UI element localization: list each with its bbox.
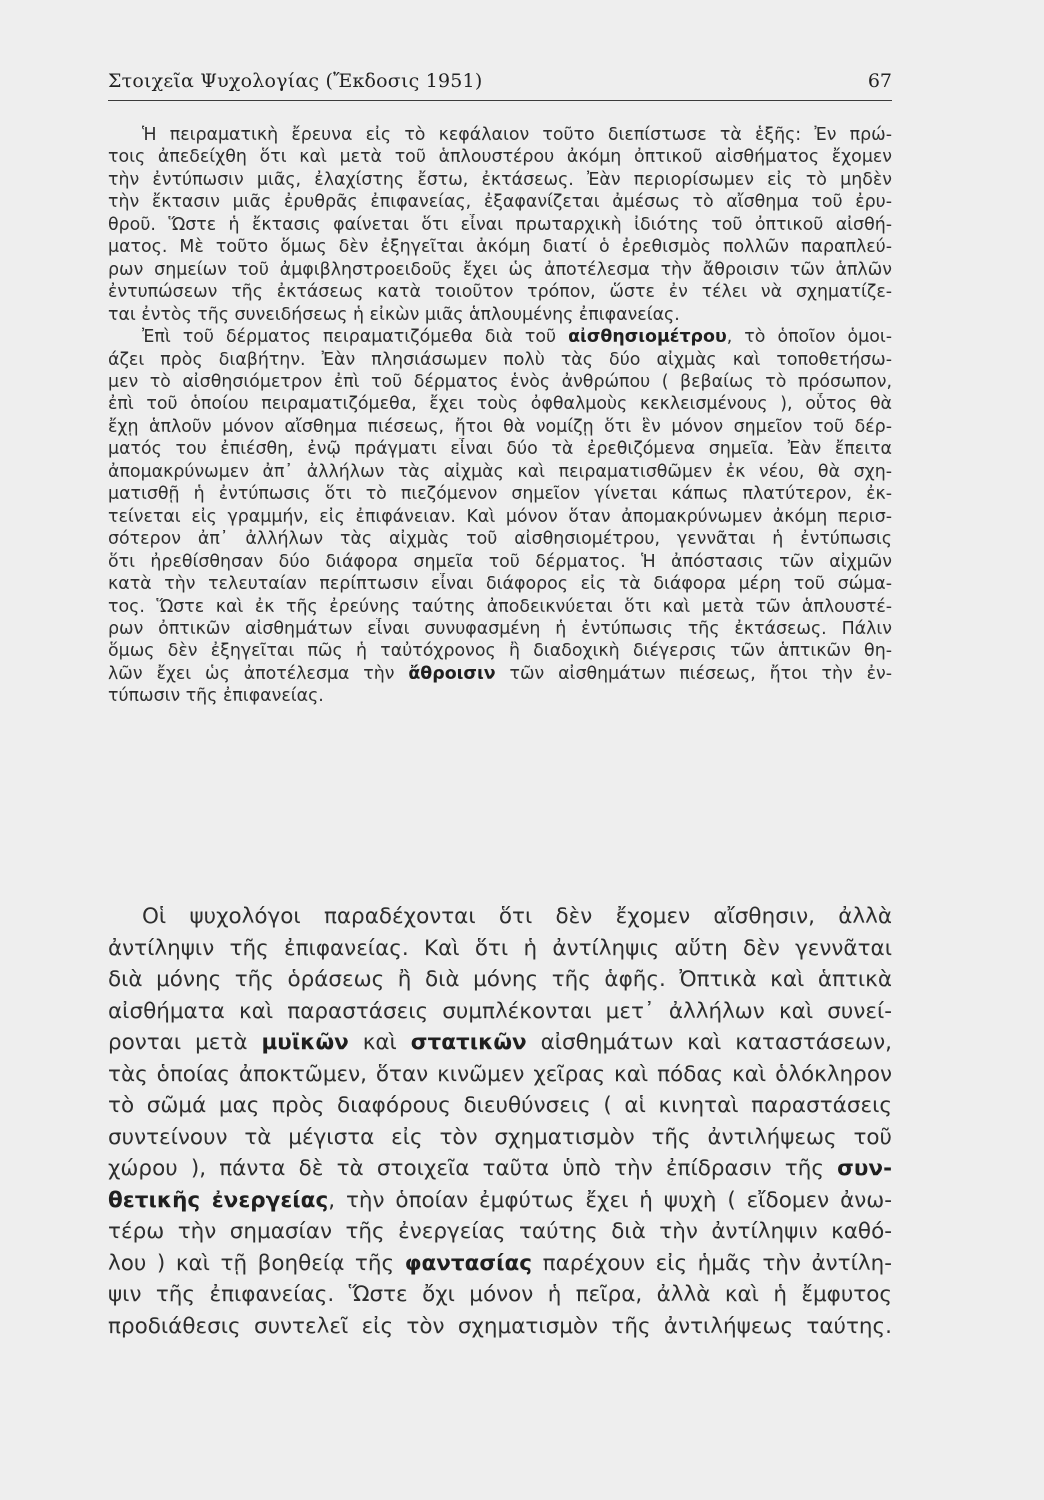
text-run: , τὴν ὁποίαν ἐμφύτως ἔχει ἡ ψυχὴ ( εἴδομεν ἀνω- — [328, 1187, 892, 1213]
text-line: ψιν τῆς ἐπιφανείας. Ὥστε ὄχι μόνον ἡ πεῖρα, ἀλλὰ καὶ ἡ ἔμφυτος — [108, 1282, 892, 1307]
bold-term: θετικῆς ἐνεργείας — [108, 1187, 329, 1213]
text-line: σότερον ἀπ᾽ ἀλλήλων τὰς αἰχμὰς τοῦ αἰσθησιομέτρου, γεννᾶται ἡ ἐντύπωσις — [108, 529, 892, 550]
text-line: τὴν ἔκτασιν μιᾶς ἐρυθρᾶς ἐπιφανείας, ἐξαφανίζεται ἀμέσως τὸ αἴσθημα τοῦ ἐρυ- — [108, 192, 892, 213]
text-line: ἀντίληψιν τῆς ἐπιφανείας. Καὶ ὅτι ἡ ἀντίληψις αὕτη δὲν γεννᾶται — [108, 935, 892, 961]
text-line: ματισθῇ ἡ ἐντύπωσις ὅτι τὸ πιεζόμενον σημεῖον γίνεται κάπως πλατύτερον, ἐκ- — [108, 484, 892, 505]
page-number: 67 — [867, 70, 892, 92]
text-line: τὴν ἐντύπωσιν μιᾶς, ἐλαχίστης ἔστω, ἐκτάσεως. Ἐὰν περιορίσωμεν εἰς τὸ μηδὲν — [108, 169, 892, 190]
text-line: τοις ἀπεδείχθη ὅτι καὶ μετὰ τοῦ ἁπλουστέρου ἀκόμη ὀπτικοῦ αἰσθήματος ἔχομεν — [108, 147, 892, 168]
text-line: ματος. Μὲ τοῦτο ὅμως δὲν ἐξηγεῖται ἀκόμη διατί ὁ ἐρεθισμὸς πολλῶν παραπλεύ- — [108, 237, 892, 258]
text-line: κατὰ τὴν τελευταίαν περίπτωσιν εἶναι διάφορος εἰς τὰ διάφορα μέρη τοῦ σώμα- — [108, 574, 892, 595]
text-line: συντείνουν τὰ μέγιστα εἰς τὸν σχηματισμὸν τῆς ἀντιλήψεως τοῦ — [108, 1124, 892, 1150]
text-line: διὰ μόνης τῆς ὁράσεως ἢ διὰ μόνης τῆς ἁφῆς. Ὀπτικὰ καὶ ἁπτικὰ — [108, 967, 892, 992]
small-print-section — [108, 124, 892, 708]
text-line: τύπωσιν τῆς ἐπιφανείας. — [108, 686, 324, 707]
text-line: άζει πρὸς διαβήτην. Ἐὰν πλησιάσωμεν πολὺ τὰς δύο αἰχμὰς καὶ τοποθετήσω- — [108, 349, 892, 370]
text-line: ἐντυπώσεων τῆς ἐκτάσεως κατὰ τοιοῦτον τρόπον, ὥστε ἐν τέλει νὰ σχηματίζε- — [108, 282, 892, 303]
text-line: ται ἐντὸς τῆς συνειδήσεως ἡ εἰκὼν μιᾶς ἁπλουμένης ἐπιφανείας. — [108, 304, 680, 325]
bold-term: συν- — [837, 1156, 892, 1181]
text-line — [108, 1248, 892, 1280]
text-run: λου ) καὶ τῇ βοηθείᾳ τῆς — [108, 1250, 405, 1276]
text-line: τὰς ὁποίας ἀποκτῶμεν, ὅταν κινῶμεν χεῖρας καὶ πόδας καὶ ὁλόκληρον — [108, 1061, 892, 1087]
text-run: ρονται μετὰ — [108, 1030, 262, 1055]
text-line: προδιάθεσις συντελεῖ εἰς τὸν σχηματισμὸν τῆς ἀντιλήψεως ταύτης. — [108, 1313, 892, 1339]
text-line — [108, 1185, 892, 1217]
text-line — [108, 663, 892, 685]
text-line: θροῦ. Ὥστε ἡ ἔκτασις φαίνεται ὅτι εἶναι πρωταρχικὴ ἰδιότης τοῦ ὀπτικοῦ αἰσθή- — [108, 214, 892, 235]
text-line: Ἡ πειραματικὴ ἔρευνα εἰς τὸ κεφάλαιον τοῦτο διεπίστωσε τὰ ἑξῆς: Ἐν πρώ- — [142, 125, 892, 145]
bold-term: ἄθροισιν — [408, 663, 496, 684]
text-run: λῶν ἔχει ὡς ἀποτέλεσμα τὴν — [108, 663, 409, 684]
text-line — [108, 326, 892, 348]
text-line: αἰσθήματα καὶ παραστάσεις συμπλέκονται μετ᾽ ἀλλήλων καὶ συνεί- — [108, 998, 892, 1024]
text-line: μεν τὸ αἰσθησιόμετρον ἐπὶ τοῦ δέρματος ἑνὸς ἀνθρώπου ( βεβαίως τὸ πρόσωπον, — [108, 371, 892, 392]
text-line: ματός του ἐπιέσθη, ἐνῷ πράγματι εἶναι δύο τὰ ἐρεθιζόμενα σημεῖα. Ἐὰν ἔπειτα — [108, 439, 892, 460]
text-line: ἀπομακρύνωμεν ἀπ᾽ ἀλλήλων τὰς αἰχμὰς καὶ πειραματισθῶμεν ἐκ νέου, θὰ σχη- — [108, 461, 892, 482]
large-print-section — [108, 901, 892, 1342]
text-line: ἐπὶ τοῦ ὁποίου πειραματιζόμεθα, ἔχει τοὺς ὀφθαλμοὺς κεκλεισμένους ), οὗτος θὰ — [108, 394, 892, 415]
bold-term: φαντασίας — [404, 1250, 533, 1276]
text-line — [108, 1027, 892, 1059]
running-header — [108, 68, 892, 101]
text-run: , τὸ ὁποῖον ὁμοι- — [726, 327, 892, 348]
text-run: χώρου ), πάντα δὲ τὰ στοιχεῖα ταῦτα ὑπὸ τὴν ἐπίδρασιν τῆς — [108, 1156, 838, 1181]
paragraph-3 — [108, 901, 892, 1342]
text-line: τος. Ὥστε καὶ ἐκ τῆς ἐρεύνης ταύτης ἀποδεικνύεται ὅτι καὶ μετὰ τῶν ἁπλουστέ- — [108, 596, 892, 617]
text-line: ὅτι ἠρεθίσθησαν δύο διάφορα σημεῖα τοῦ δέρματος. Ἡ ἀπόστασις τῶν αἰχμῶν — [108, 551, 892, 572]
text-run: Ἐπὶ τοῦ δέρματος πειραματιζόμεθα διὰ τοῦ — [142, 327, 569, 348]
text-line: ὅμως δὲν ἐξηγεῖται πῶς ἡ ταὐτόχρονος ἢ διαδοχικὴ διέγερσις τῶν ἁπτικῶν θη- — [108, 641, 892, 662]
bold-term: μυϊκῶν — [261, 1030, 349, 1055]
paragraph-1 — [108, 124, 892, 326]
text-line: τέρω τὴν σημασίαν τῆς ἐνεργείας ταύτης διὰ τὴν ἀντίληψιν καθό- — [108, 1219, 892, 1244]
text-run: αἰσθημάτων καὶ καταστάσεων, — [526, 1030, 892, 1055]
text-line: ρων σημείων τοῦ ἀμφιβληστροειδοῦς ἔχει ὡς ἀποτέλεσμα τὴν ἄθροισιν τῶν ἁπλῶν — [108, 259, 892, 280]
text-run: τῶν αἰσθημάτων πιέσεως, ἤτοι τὴν ἐν- — [495, 663, 892, 684]
text-line: τείνεται εἰς γραμμήν, εἰς ἐπιφάνειαν. Καὶ μόνον ὅταν ἀπομακρύνωμεν ἀκόμη περισ- — [108, 506, 892, 527]
text-line — [108, 1153, 892, 1185]
text-line: Οἱ ψυχολόγοι παραδέχονται ὅτι δὲν ἔχομεν αἴσθησιν, ἀλλὰ — [142, 904, 892, 929]
text-line: ἔχῃ ἁπλοῦν μόνον αἴσθημα πιέσεως, ἤτοι θὰ νομίζῃ ὅτι ἓν μόνον σημεῖον τοῦ δέρ- — [108, 416, 892, 437]
bold-term: αἰσθησιομέτρου — [568, 327, 727, 348]
header-title: Στοιχεῖα Ψυχολογίας (Ἔκδοσις 1951) — [108, 70, 483, 92]
text-line: τὸ σῶμά μας πρὸς διαφόρους διευθύνσεις ( αἱ κινηταὶ παραστάσεις — [108, 1093, 892, 1118]
bold-term: στατικῶν — [410, 1030, 527, 1055]
text-run: παρέχουν εἰς ἡμᾶς τὴν ἀντίλη- — [532, 1250, 892, 1276]
text-line: ρων ὀπτικῶν αἰσθημάτων εἶναι συνυφασμένη ἡ ἐντύπωσις τῆς ἐκτάσεως. Πάλιν — [108, 618, 892, 639]
paragraph-2 — [108, 326, 892, 708]
text-run: καὶ — [348, 1030, 411, 1055]
